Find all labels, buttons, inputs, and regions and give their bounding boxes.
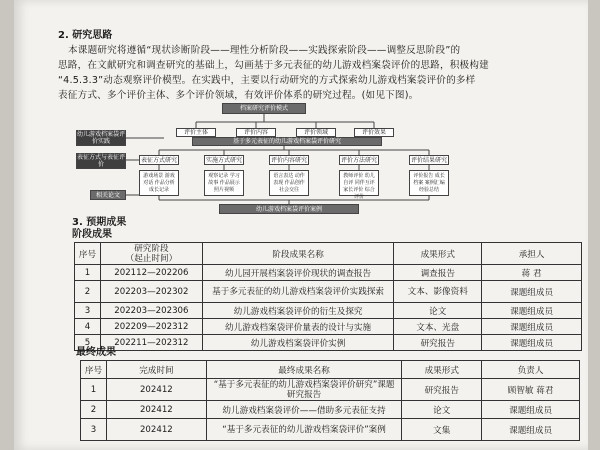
table-row: [81, 419, 580, 441]
cell-person: 课题组成员: [482, 319, 582, 335]
diagram-row3-list-2: 观察记录 学习故事 作品展示 照片视频: [204, 170, 244, 196]
table-row: [81, 379, 580, 401]
cell-person: 课题组成员: [482, 303, 582, 319]
final-header-row: [81, 361, 580, 379]
diagram-top-box: 档案研究评价模式: [222, 103, 306, 114]
cell-person: 课题组成员: [482, 281, 582, 303]
diagram-row1-box-1: 评价主体: [176, 128, 216, 137]
cell-time: 202211—202312: [100, 335, 202, 351]
diagram-row1-box-2: 评价内容: [236, 128, 276, 137]
table-row: [75, 281, 582, 303]
cell-name: 幼儿游戏档案袋评价实例: [202, 335, 394, 351]
cell-name: “基于多元表征的幼儿游戏档案袋评价”案例: [206, 419, 402, 441]
cell-form: 论文: [402, 401, 482, 419]
cell-time: 202203—202302: [100, 281, 202, 303]
table-row: [75, 319, 582, 335]
table-row: [75, 335, 582, 351]
para-line-1: 本课题研究将遵循“现状诊断阶段——理性分析阶段——实践探索阶段——调整反思阶段”的: [68, 45, 461, 56]
para-line-4: 表征方式、多个评价主体、多个评价领域，有效评价体系的研究过程。(如见下图)。: [58, 90, 419, 101]
cell-name: 幼儿园开展档案袋评价现状的调查报告: [202, 265, 394, 281]
document-page: [14, 0, 588, 450]
cell-form: 文本、影像资料: [394, 281, 482, 303]
cell-time: 202112—202206: [100, 265, 202, 281]
header-stage-time: （起止时间）: [125, 253, 178, 264]
cell-no: 4: [75, 319, 101, 335]
cell-no: 2: [81, 401, 107, 419]
cell-time: 202412: [106, 419, 206, 441]
cell-no: 1: [81, 379, 107, 401]
section3-title: 3. 预期成果: [72, 217, 127, 228]
cell-time: 202203—202306: [100, 303, 202, 319]
cell-form: 研究报告: [402, 379, 482, 401]
header-stage: [100, 243, 202, 265]
diagram-row3-list-5: 评价报告 成长档案 案例汇编 经验总结: [409, 170, 449, 196]
stage-header-row: [75, 243, 582, 265]
diagram-left-box-2: 表征方式与表征评价: [77, 154, 126, 168]
cell-form: 论文: [394, 303, 482, 319]
cell-time: 202209—202312: [100, 319, 202, 335]
cell-person: 课题组成员: [482, 401, 580, 419]
final-header-no: 序号: [81, 361, 107, 379]
diagram-left-box-1: 幼儿游戏档案袋评价实践: [77, 131, 126, 145]
cell-no: 3: [81, 419, 107, 441]
cell-person: 课题组成员: [482, 419, 580, 441]
diagram-row2-box-3: 评价内容研究: [270, 156, 307, 164]
final-results-table: [80, 360, 580, 441]
cell-name: 幼儿游戏档案袋评价——借助多元表征支持: [206, 401, 402, 419]
final-header-name: 最终成果名称: [206, 361, 402, 379]
diagram-row2-box-4: 评价方法研究: [340, 156, 377, 164]
diagram-row2-box-1: 表征方式研究: [140, 156, 177, 164]
cell-form: 研究报告: [394, 335, 482, 351]
header-name: 阶段成果名称: [202, 243, 394, 265]
cell-no: 3: [75, 303, 101, 319]
cell-person: 顾智敏 蒋君: [482, 379, 580, 401]
table-row: [75, 303, 582, 319]
cell-no: 1: [75, 265, 101, 281]
diagram-row1-box-3: 评价领域: [296, 128, 336, 137]
cell-name: 幼儿游戏档案袋评价的衍生及探究: [202, 303, 394, 319]
stage-results-table: [74, 242, 582, 351]
table-row: [75, 265, 582, 281]
table-row: [81, 401, 580, 419]
cell-form: 调查报告: [394, 265, 482, 281]
final-results-title: 最终成果: [76, 347, 116, 358]
header-person: 承担人: [482, 243, 582, 265]
cell-name: 幼儿游戏档案袋评价量表的设计与实施: [202, 319, 394, 335]
cell-time: 202412: [106, 379, 206, 401]
para-line-2: 思路，在文献研究和调查研究的基础上，勾画基于多元表征的幼儿游戏档案袋评价的思路，积极构建: [58, 60, 489, 71]
header-stage-label: 研究阶段: [134, 243, 169, 254]
stage-results-title: 阶段成果: [72, 229, 112, 240]
diagram-row1-box-4: 评价效果: [354, 128, 394, 137]
cell-time: 202412: [106, 401, 206, 419]
cell-no: 5: [75, 335, 101, 351]
cell-form: 文集: [402, 419, 482, 441]
diagram-row2-box-2: 实施方式研究: [205, 156, 242, 164]
cell-person: 课题组成员: [482, 335, 582, 351]
diagram-core-box: 基于多元表征的幼儿游戏档案袋评价研究: [192, 137, 382, 146]
final-header-time: 完成时间: [106, 361, 206, 379]
cell-name: 基于多元表征的幼儿游戏档案袋评价实践探索: [202, 281, 394, 303]
diagram-row3-list-3: 语言表达 动作表现 作品创作 社会交往: [269, 170, 309, 196]
cell-form: 文本、光盘: [394, 319, 482, 335]
para-line-3: “4.5.3.3”动态观察评价模型。在实践中，主要以行动研究的方式探索幼儿游戏档案袋评价的多样: [58, 75, 476, 86]
diagram-row2-box-5: 评价结果研究: [410, 156, 447, 164]
diagram-left-box-3: 相关论文: [90, 190, 126, 200]
diagram-row3-list-1: 游戏场景 游戏对话 作品分析 成长记录: [139, 170, 179, 196]
diagram-bottom-box: 幼儿游戏档案袋评价案例: [219, 204, 359, 214]
header-no: 序号: [75, 243, 101, 265]
header-form: 成果形式: [394, 243, 482, 265]
final-header-form: 成果形式: [402, 361, 482, 379]
cell-name: “基于多元表征的幼儿游戏档案袋评价研究”课题研究报告: [206, 379, 402, 401]
diagram-row3-list-4: 教师评价 幼儿自评 同伴互评 家长评价 综合评价: [339, 170, 379, 196]
cell-person: 蒋 君: [482, 265, 582, 281]
section2-title: 2. 研究思路: [58, 30, 113, 41]
cell-no: 2: [75, 281, 101, 303]
final-header-person: 负责人: [482, 361, 580, 379]
